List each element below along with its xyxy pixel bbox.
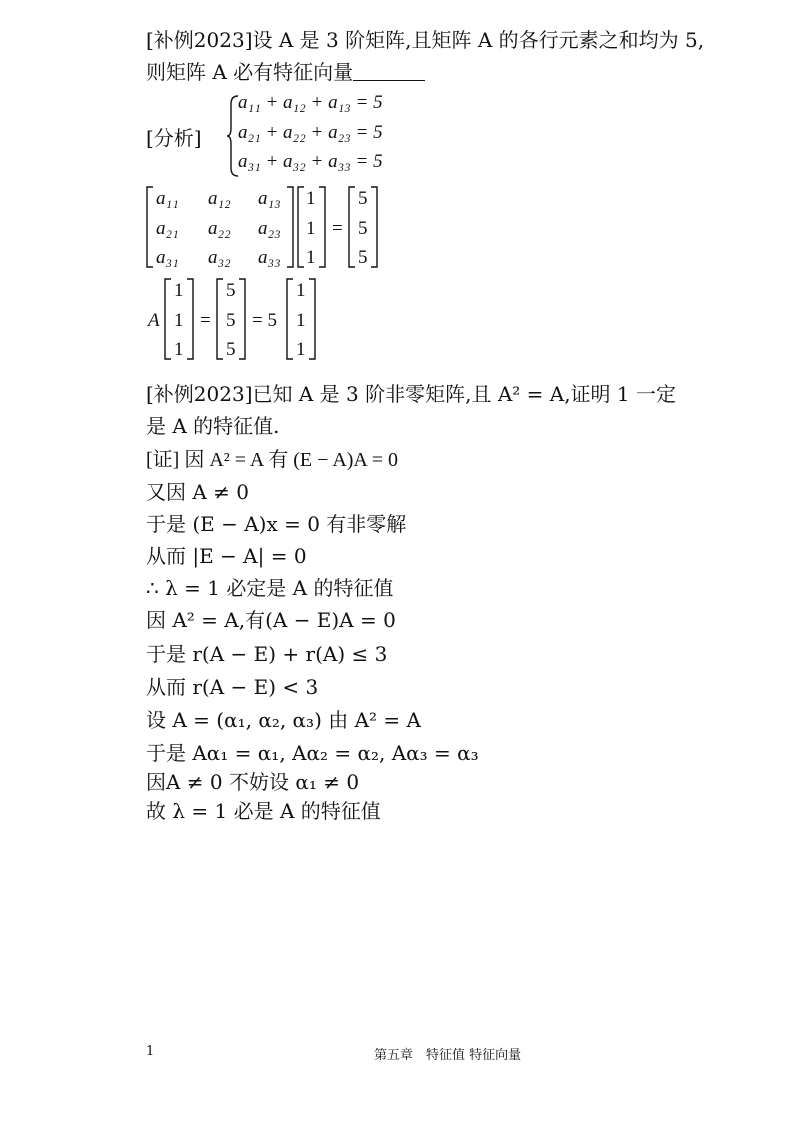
matrix-cell: a₂₁: [156, 218, 179, 239]
fives-vector-entry: 5: [226, 280, 236, 301]
matrix-cell: a₃₂: [208, 247, 231, 268]
matrix-cell: a₁₃: [258, 188, 281, 209]
proof-line: 因 A² = A,有(A − E)A = 0: [146, 608, 396, 632]
matrix-cell: a₁₂: [208, 188, 231, 209]
proof-line: 又因 A ≠ 0: [146, 480, 249, 504]
matrix-cell: a₁₁: [156, 188, 179, 209]
fives-vector-entry: 5: [226, 339, 236, 360]
fives-vector-entry: 5: [226, 310, 236, 331]
ones-vector-entry: 1: [306, 218, 316, 239]
ex1-line2-text: 则矩阵 A 必有特征向量: [146, 60, 354, 84]
matrix-cell: a₂₃: [258, 218, 281, 239]
matrix-cell: a₃₁: [156, 247, 179, 268]
eigen-equation: [146, 276, 326, 366]
analysis-label: [分析]: [146, 126, 202, 150]
answer-blank: [353, 60, 425, 81]
equals-sign: =: [332, 218, 343, 239]
matrix-equation: [146, 184, 386, 274]
ones-vector-entry: 1: [174, 310, 184, 331]
fives-vector-entry: 5: [358, 188, 368, 209]
proof-line: 因A ≠ 0 不妨设 α₁ ≠ 0: [146, 770, 360, 794]
proof-line: 故 λ = 1 必是 A 的特征值: [146, 799, 381, 823]
proof-line: 设 A = (α₁, α₂, α₃) 由 A² = A: [146, 708, 421, 732]
proof-line: ∴ λ = 1 必定是 A 的特征值: [146, 576, 394, 600]
ex2-line2: 是 A 的特征值.: [146, 414, 280, 438]
ex1-line1: [补例2023]设 A 是 3 阶矩阵,且矩阵 A 的各行元素之和均为 5,: [146, 28, 705, 52]
ones-vector-entry: 1: [174, 280, 184, 301]
proof-line: [证] 因 A² = A 有 (E − A)A = 0: [146, 449, 399, 471]
fives-vector-entry: 5: [358, 247, 368, 268]
equation-row-1: a₁₁ + a₁₂ + a₁₃ = 5: [238, 92, 383, 113]
equals-sign: =: [200, 310, 211, 331]
ex2-line1: [补例2023]已知 A 是 3 阶非零矩阵,且 A² = A,证明 1 一定: [146, 382, 676, 406]
ones-vector-entry: 1: [296, 310, 306, 331]
proof-line: 从而 |E − A| = 0: [146, 544, 307, 568]
chapter-title: 第五章 特征值 特征向量: [374, 1048, 522, 1063]
equation-system: [238, 92, 438, 182]
equation-row-2: a₂₁ + a₂₂ + a₂₃ = 5: [238, 122, 383, 143]
matrix-symbol: A: [148, 310, 160, 331]
proof-line: 于是 Aα₁ = α₁, Aα₂ = α₂, Aα₃ = α₃: [146, 741, 479, 765]
ex1-line2: [146, 58, 425, 86]
proof-line: 从而 r(A − E) < 3: [146, 675, 319, 699]
proof-line: 于是 r(A − E) + r(A) ≤ 3: [146, 642, 388, 666]
matrix-cell: a₂₂: [208, 218, 231, 239]
ones-vector-entry: 1: [306, 188, 316, 209]
equation-row-3: a₃₁ + a₃₂ + a₃₃ = 5: [238, 151, 383, 172]
ones-vector-entry: 1: [306, 247, 316, 268]
scalar-five: = 5: [252, 310, 277, 331]
fives-vector-entry: 5: [358, 218, 368, 239]
page-number: 1: [146, 1044, 155, 1059]
proof-line: 于是 (E − A)x = 0 有非零解: [146, 512, 407, 536]
ones-vector-entry: 1: [296, 280, 306, 301]
ones-vector-entry: 1: [174, 339, 184, 360]
ones-vector-entry: 1: [296, 339, 306, 360]
matrix-cell: a₃₃: [258, 247, 281, 268]
